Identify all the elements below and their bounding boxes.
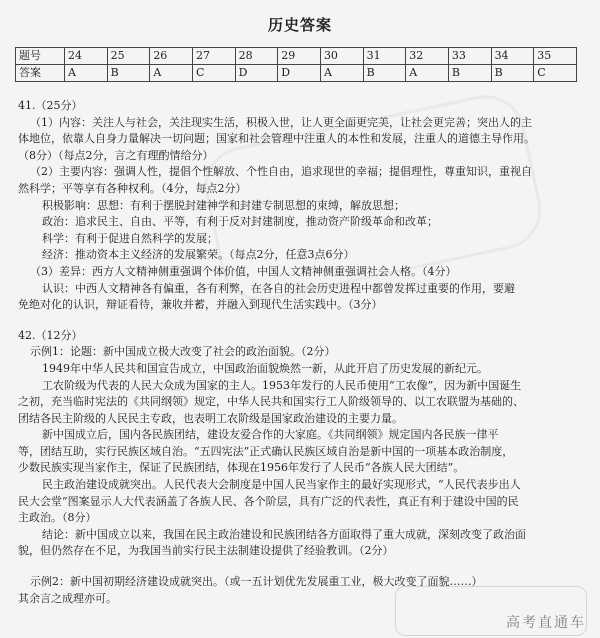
- table-row-label: 答案: [16, 65, 65, 82]
- text-line: （2）主要内容：强调人性，提倡个性解放、个性自由，追求现世的幸福；提倡理性，尊重知识，重视自: [30, 165, 532, 179]
- table-cell: 26: [150, 48, 193, 65]
- table-cell: A: [320, 65, 363, 82]
- text-line: 示例2：新中国初期经济建设成就突出。（或一五计划优先发展重工业，极大改变了面貌……）: [30, 575, 483, 589]
- table-cell: 31: [363, 48, 406, 65]
- text-line: 1949年中华人民共和国宣告成立，中国政治面貌焕然一新，从此开启了历史发展的新纪元。: [42, 361, 488, 375]
- table-cell: 24: [65, 48, 108, 65]
- table-cell: 25: [107, 48, 150, 65]
- text-line: （8分）（每点2分，言之有理酌情给分）: [18, 148, 214, 162]
- text-line: 少数民族实现当家作主，保证了民族团结，体现在1956年发行了人民币“各族人民大团结”。: [18, 461, 465, 475]
- text-line: 之初，充当临时宪法的《共同纲领》规定，中华人民共和国实行工人阶级领导的、以工农联盟为基础的、: [18, 395, 524, 409]
- table-cell: D: [278, 65, 321, 82]
- table-cell: D: [235, 65, 278, 82]
- text-line: 政治：追求民主、自由、平等，有利于反对封建制度，推动资产阶级革命和改革；: [42, 215, 438, 229]
- table-cell: 30: [320, 48, 363, 65]
- table-cell: B: [107, 65, 150, 82]
- text-line: 貌，但仍然存在不足，为我国当前实行民主法制建设提供了经验教训。（2分）: [18, 544, 394, 558]
- blank-line: [18, 314, 583, 328]
- text-line: 42.（12分）: [18, 328, 83, 342]
- table-cell: 34: [491, 48, 534, 65]
- table-cell: B: [491, 65, 534, 82]
- table-cell: 29: [278, 48, 321, 65]
- table-cell: 35: [534, 48, 577, 65]
- table-cell: C: [192, 65, 235, 82]
- table-row: [16, 65, 577, 82]
- table-row: [16, 48, 577, 65]
- table-cell: A: [150, 65, 193, 82]
- table-cell: B: [363, 65, 406, 82]
- text-line: 体地位，依靠人自身力量解决一切问题；国家和社会管理中注重人的本性和发展，注重人的道德主导作用。: [18, 132, 535, 146]
- text-line: 41.（25分）: [18, 99, 83, 112]
- table-cell: 28: [235, 48, 278, 65]
- answer-table: [15, 47, 577, 82]
- text-line: 免绝对化的认识，辩证看待，兼收并蓄，并融入到现代生活实践中。（3分）: [18, 298, 383, 312]
- table-cell: C: [534, 65, 577, 82]
- table-cell: 33: [448, 48, 491, 65]
- text-line: 示例1：论题：新中国成立极大改变了社会的政治面貌。（2分）: [30, 345, 336, 359]
- text-line: 然科学；平等享有各种权利。（4分，每点2分）: [18, 181, 247, 195]
- answer-body: [18, 98, 583, 607]
- text-line: 等，团结互助，实行民族区域自治。“五四宪法”正式确认民族区域自治是新中国的一项基本政治制度，: [18, 444, 514, 458]
- text-line: （1）内容：关注人与社会，关注现实生活，积极入世，让人更全面更完美，让社会更完善；突出人的主: [30, 115, 532, 129]
- text-line: 民主政治建设成就突出。人民代表大会制度是中国人民当家作主的最好实现形式，“人民代表步出人: [42, 478, 521, 492]
- text-line: 积极影响：思想：有利于摆脱封建神学和封建专制思想的束缚，解放思想；: [42, 198, 405, 212]
- blank-line: [18, 560, 583, 574]
- page-title: 历史答案: [267, 16, 332, 34]
- table-cell: A: [65, 65, 108, 82]
- table-cell: B: [448, 65, 491, 82]
- table-cell: A: [406, 65, 449, 82]
- text-line: 主政治。（8分）: [18, 511, 97, 525]
- text-line: 科学：有利于促进自然科学的发展；: [42, 231, 218, 245]
- text-line: 结论：新中国成立以来，我国在民主政治建设和民族团结各方面取得了重大成就，深刻改变了政治面: [42, 527, 526, 541]
- table-cell: 32: [406, 48, 449, 65]
- text-line: （3）差异：西方人文精神侧重强调个体价值，中国人文精神侧重强调社会人格。（4分）: [30, 264, 457, 278]
- text-line: 其余言之成理亦可。: [18, 591, 117, 605]
- text-line: 认识：中西人文精神各有偏重，各有利弊，在各自的社会历史进程中都曾发挥过重要的作用，要避: [42, 281, 515, 295]
- text-line: 经济：推动资本主义经济的发展繁荣。（每点2分，任意3点6分）: [42, 248, 355, 262]
- table-row-label: 题号: [16, 48, 65, 65]
- text-line: 团结各民主阶级的人民民主专政，也表明工农阶级是国家政治建设的主要力量。: [18, 411, 403, 425]
- text-line: 新中国成立后，国内各民族团结，建设友爱合作的大家庭。《共同纲领》规定国内各民族一律平: [42, 428, 499, 442]
- text-line: 工农阶级为代表的人民大众成为国家的主人。1953年发行的人民币使用“工农像”，因为新中国诞生: [42, 378, 522, 392]
- watermark-text: 高考直通车: [506, 615, 586, 631]
- text-line: 民大会堂”图案显示人大代表涵盖了各族人民、各个阶层，具有广泛的代表性，真正有利于建设中国的民: [18, 494, 519, 508]
- table-cell: 27: [192, 48, 235, 65]
